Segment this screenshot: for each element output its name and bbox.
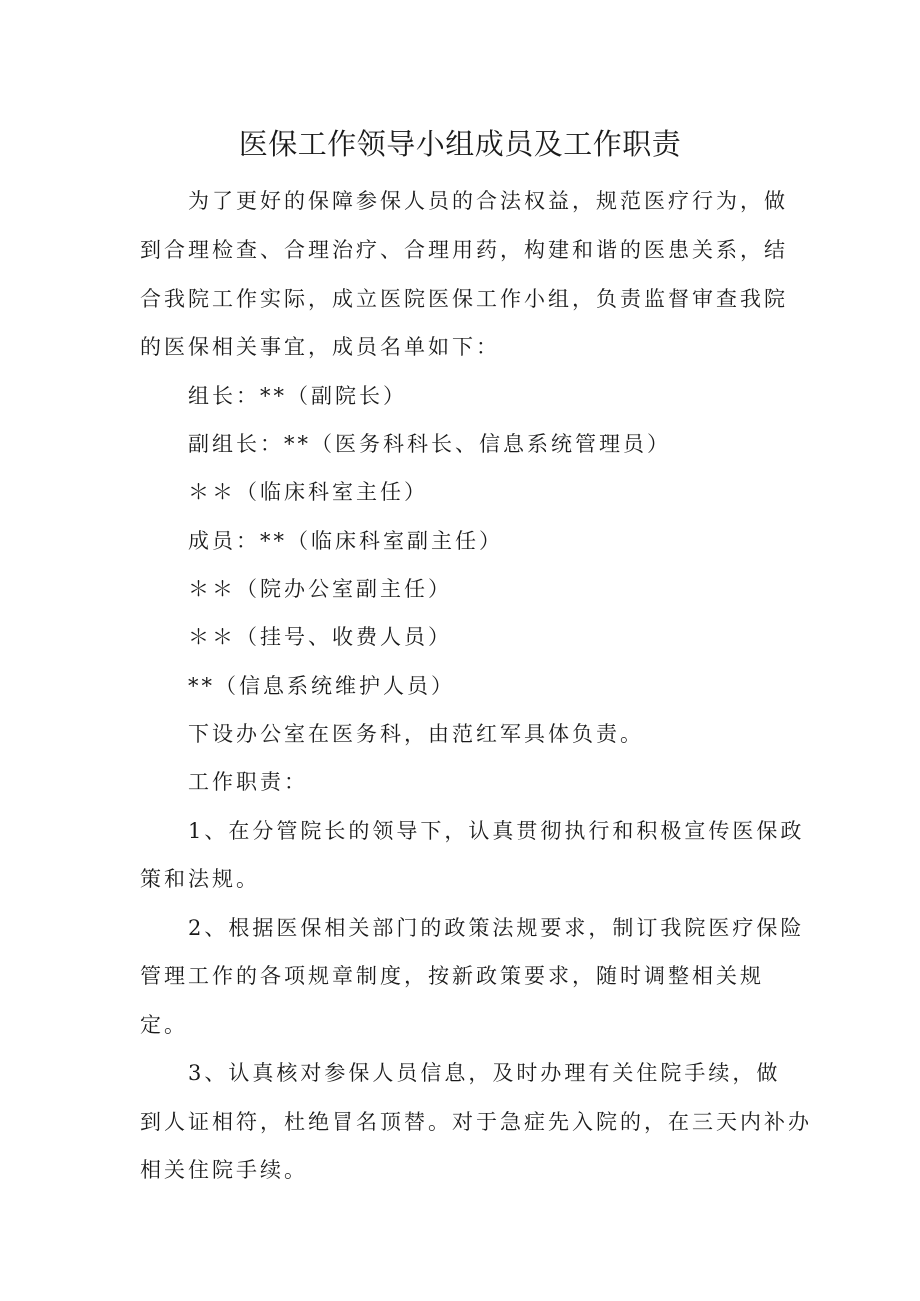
duty-1-line-1: 1、在分管院长的领导下，认真贯彻执行和积极宣传医保政 xyxy=(188,819,805,843)
duty-2-line-2: 管理工作的各项规章制度，按新政策要求，随时调整相关规 xyxy=(140,964,764,988)
member-leader: 组长：**（副院长） xyxy=(188,384,407,408)
document-title: 医保工作领导小组成员及工作职责 xyxy=(238,127,682,161)
duty-2-line-3: 定。 xyxy=(140,1013,188,1037)
duty-3-line-2: 到人证相符，杜绝冒名顶替。对于急症先入院的，在三天内补办 xyxy=(140,1110,812,1134)
intro-line-1: 为了更好的保障参保人员的合法权益，规范医疗行为，做 xyxy=(188,189,788,213)
member-deputy-leader: 副组长：**（医务科科长、信息系统管理员） xyxy=(188,432,671,456)
member-4: **（信息系统维护人员） xyxy=(188,674,455,698)
intro-line-3: 合我院工作实际，成立医院医保工作小组，负责监督审查我院 xyxy=(140,287,788,311)
member-3: ＊＊（挂号、收费人员） xyxy=(188,625,452,649)
intro-line-4: 的医保相关事宜，成员名单如下： xyxy=(140,335,500,359)
member-deputy-leader-2: ＊＊（临床科室主任） xyxy=(188,480,428,504)
office-note: 下设办公室在医务科，由范红军具体负责。 xyxy=(188,722,644,746)
member-2: ＊＊（院办公室副主任） xyxy=(188,577,452,601)
member-1: 成员：**（临床科室副主任） xyxy=(188,529,503,553)
duty-1-line-2: 策和法规。 xyxy=(140,867,260,891)
duties-heading: 工作职责： xyxy=(188,770,308,794)
duty-2-line-1: 2、根据医保相关部门的政策法规要求，制订我院医疗保险 xyxy=(188,916,805,940)
intro-line-2: 到合理检查、合理治疗、合理用药，构建和谐的医患关系，结 xyxy=(140,238,788,262)
duty-3-line-3: 相关住院手续。 xyxy=(140,1158,308,1182)
duty-3-line-1: 3、认真核对参保人员信息，及时办理有关住院手续，做 xyxy=(188,1061,781,1085)
